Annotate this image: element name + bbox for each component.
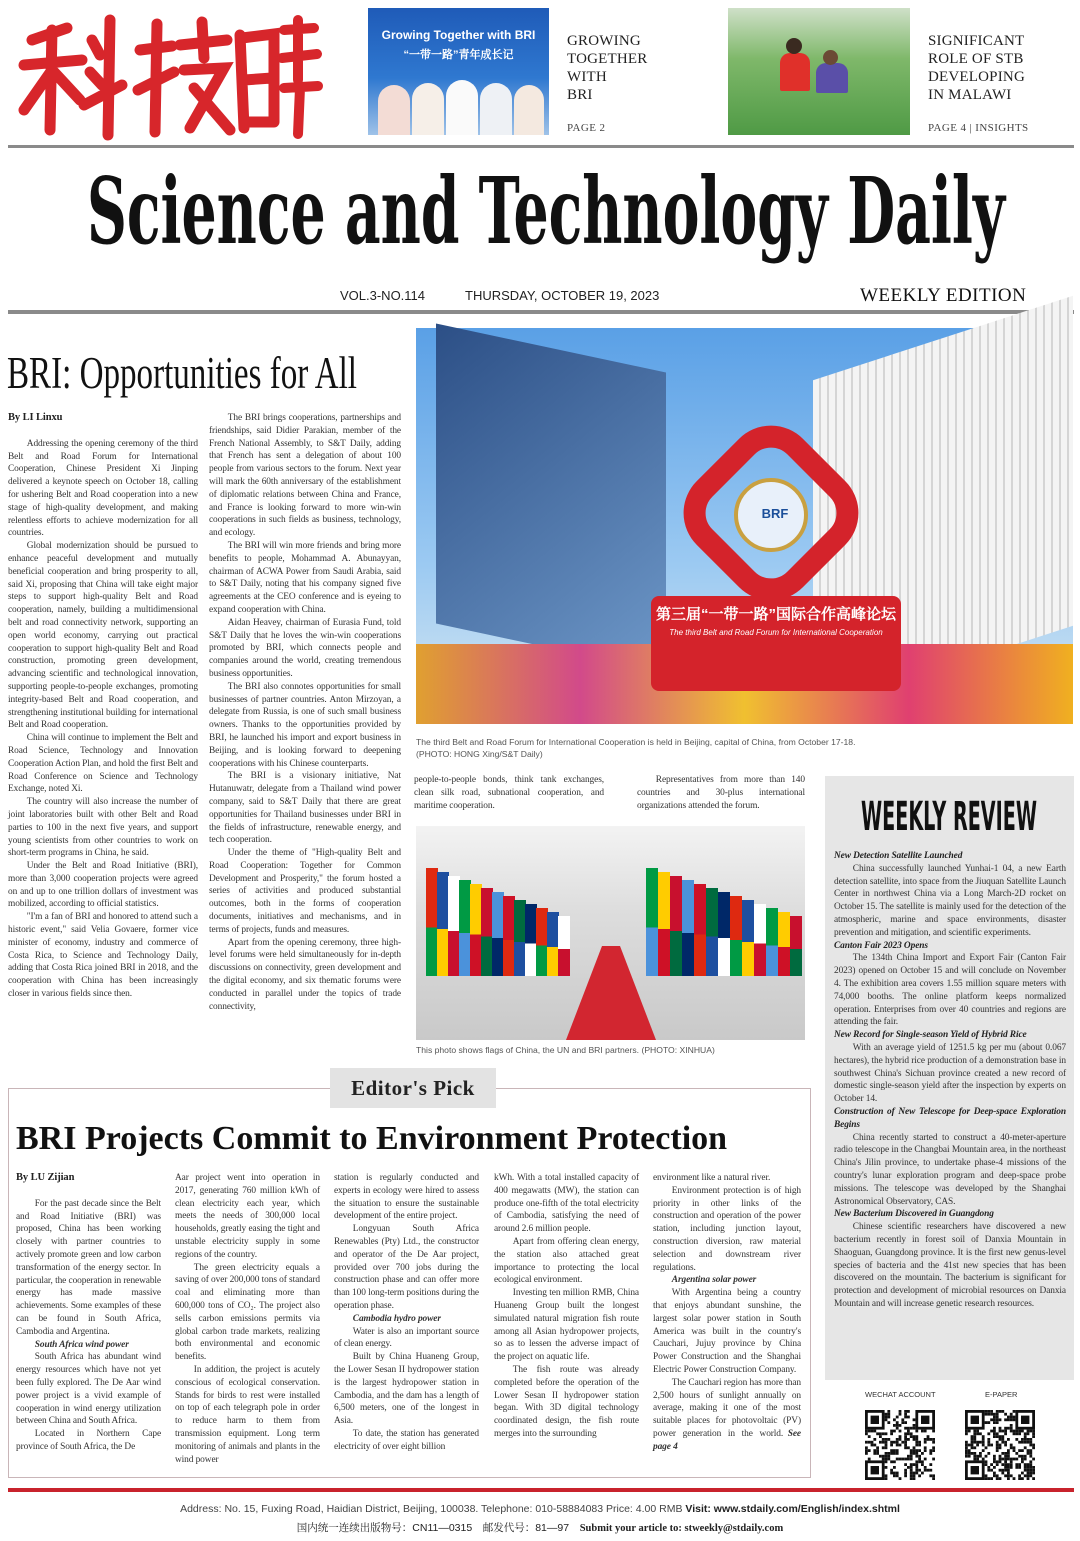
footer-visit[interactable]: Visit: www.stdaily.com/English/index.shtml	[685, 1503, 900, 1515]
ep-column-2	[175, 1172, 320, 1466]
masthead-title: Science and Technology Daily	[87, 157, 1007, 265]
footer-address-line	[0, 1503, 1080, 1515]
flag	[766, 908, 778, 976]
paragraph: Under the theme of "High-quality Belt and Road Cooperation: Together for Common Development and Prosperity," the forum hosted a series of activities and produced substantial outcomes, both in the forms of cooperation documents, initiatives and mechanisms, and in terms of projects, funds and measures.	[209, 848, 401, 935]
lead-column-1	[8, 412, 198, 1001]
flag	[694, 884, 706, 976]
teaser-page-ref: PAGE 4 | INSIGHTS	[928, 122, 1029, 134]
ep-column-1	[16, 1172, 161, 1454]
headline-line: GROWING	[567, 33, 641, 49]
review-item-text: The 134th China Import and Export Fair (Canton Fair 2023) opened on October 15 and will conclude on November 4. The exhibition area covers 1.55 million square meters with 74,000 booths. The online platform keeps normalized operation. Enterprises from over 40 countries and regions are attending the fair.	[834, 953, 1066, 1028]
lead-column-2	[209, 412, 401, 1013]
flag	[754, 904, 766, 976]
subheading: Cambodia hydro power	[352, 1313, 441, 1324]
paragraph: Under the Belt and Road Initiative (BRI), more than 3,000 cooperation projects were agreed on and up to one trillion dollars of investment was mobilized, according to official statistics.	[8, 861, 198, 910]
lead-column-4	[637, 774, 805, 812]
paragraph: kWh. With a total installed capacity of 400 megawatts (MW), the station can produce one-fifth of the total electricity of Cambodia, satisfying the need of around 2.6 million people.	[494, 1173, 639, 1235]
weekly-review-items	[834, 850, 1066, 1311]
editors-pick-headline: BRI Projects Commit to Environment Protection	[16, 1120, 728, 1157]
forum-photo-caption	[416, 736, 1076, 760]
paragraph: Longyuan South Africa Renewables (Pty) Ltd., the constructor and operator of the De Aar project, provided over 700 jobs during the construction phase and can offer more than 100 long-term positions during the operation phase.	[334, 1224, 479, 1311]
paragraph: Aar project went into operation in 2017, generating 760 million kWh of clean electricity each year, which meets the needs of 300,000 local households, greatly easing the tight and unstable electricity supply in some regions of the country.	[175, 1173, 320, 1260]
paragraph: The BRI brings cooperations, partnerships and friendships, said Didier Parakian, member of the French National Assembly, to S&T Daily, adding that French has sent a delegation of about 100 people from various sectors to the forum. Next year will mark the 60th anniversary of the establishment of diplomatic relations between China and France, and France is looking forward to more win-win cooperations in such fields as business, technology, and ecology.	[209, 413, 401, 539]
flag	[730, 896, 742, 976]
paragraph: Environment protection is of high priority in other links of the construction and operation of the power station, including junction layout, construction diversion, raw material selection and downstream river regulations.	[653, 1185, 801, 1273]
teaser-headline-growing-together[interactable]	[567, 32, 647, 104]
review-item-heading: Canton Fair 2023 Opens	[834, 940, 928, 951]
flags-photo	[416, 826, 805, 1040]
lead-column-3	[414, 774, 604, 812]
paragraph: The BRI will win more friends and bring more benefits to people, Mohammad A. Abunayyan, chairman of ACWA Power from Saudi Arabia, said to S&T Daily, noting that his company signed five agreements at the CEO conference and is eyeing to expand cooperation with China.	[209, 540, 401, 615]
photo-credit: (PHOTO: HONG Xing/S&T Daily)	[416, 749, 543, 759]
logo	[12, 10, 317, 138]
paragraph: For the past decade since the Belt and Road Initiative (BRI) was proposed, China has been working closely with partner countries to actively promote green and low carbon transformation of the energy sector. In particular, the cooperation in renewable energy has made massive achievements. Some examples of these can be found in South Africa, Cambodia and Argentina.	[16, 1198, 161, 1337]
paragraph: Water is also an important source of clean energy.	[334, 1326, 479, 1350]
forum-photo	[416, 328, 1073, 724]
footer-rule	[8, 1488, 1074, 1492]
wechat-label: WECHAT ACCOUNT	[865, 1390, 936, 1399]
review-item-text: China successfully launched Yunhai-1 04, a new Earth detection satellite, into space from the Jiuquan Satellite Launch Center in northwest China via a Long March-2D rocket on October 15. The satellite is mainly used for the detection of the atmospheric, marine and space environments, disaster prevention and mitigation, and scientific experiments.	[834, 863, 1066, 938]
brf-logo: BRF	[761, 506, 789, 521]
masthead-divider	[8, 310, 1074, 314]
forum-sign-en: The third Belt and Road Forum for International Cooperation	[669, 628, 883, 637]
headline-line: SIGNIFICANT	[928, 33, 1025, 49]
see-page-link[interactable]: See page 4	[653, 1428, 801, 1452]
review-item-heading: New Record for Single-season Yield of Hybrid Rice	[834, 1030, 1027, 1041]
review-item-heading: New Detection Satellite Launched	[834, 851, 963, 861]
paragraph: Apart from offering clean energy, the station also attached great importance to protecting the local ecological environment.	[494, 1236, 639, 1286]
footer-registration: 国内统一连续出版物号：CN11—0315 邮发代号：81—97	[296, 1522, 570, 1534]
review-item-text: Chinese scientific researchers have discovered a new bacterium recently in forest soil of Danxia Mountain in Shaoguan, Guangdong province. It is the first new genus-level species of bacteria and the 41st new species that has been discovered on the mountain. The bacterium is significant for protection and development of microbial resources on Danxia Mountain and will increase genetic research resources.	[834, 1222, 1066, 1309]
review-item-text: With an average yield of 1251.5 kg per mu (about 0.067 hectares), the hybrid rice production of a demonstration base in southwest China's Sichuan province created a new record of domestic single-season yield after the inspection by experts on October 14.	[834, 1042, 1066, 1105]
lead-headline	[6, 348, 361, 398]
teaser-page-ref: PAGE 2	[567, 122, 606, 134]
weekly-review-box	[825, 776, 1074, 1380]
flag	[670, 876, 682, 976]
paragraph: South Africa has abundant wind energy resources which have not yet been fully explored. The De Aar wind power project is a vivid example of cooperation in wind energy utilization between China and South Africa.	[16, 1352, 161, 1427]
flag	[778, 912, 790, 976]
review-item-heading: Construction of New Telescope for Deep-space Exploration Begins	[834, 1106, 1066, 1130]
headline-line: DEVELOPING	[928, 69, 1025, 85]
flag	[790, 916, 802, 976]
flag	[682, 880, 694, 976]
paragraph: China will continue to implement the Belt and Road Science, Technology and Innovation Cooperation Action Plan, and hold the first Belt and Road Conference on Science and Technology Exchange, noted Xi.	[8, 733, 198, 795]
byline: By LU Zijian	[16, 1172, 75, 1183]
headline-line: ROLE OF STB	[928, 51, 1024, 67]
subheading: Argentina solar power	[671, 1275, 757, 1286]
paragraph: people-to-people bonds, think tank exchanges, clean silk road, subnational cooperation, and maritime cooperation.	[414, 775, 604, 811]
wechat-qr-code[interactable]	[865, 1410, 935, 1480]
headline-line: TOGETHER	[567, 51, 648, 67]
paragraph: The country will also increase the number of joint laboratories built with other Belt and Road parties to 100 in the next five years, and support young scientists from other countries to work on short-term programs in China, he said.	[8, 797, 198, 859]
headline-line: BRI	[567, 87, 593, 103]
paragraph: The green electricity equals a saving of over 200,000 tons of standard coal and eliminating more than 600,000 tons of CO₂. The project also sells carbon emissions permits via global carbon trade markets, realizing both environmental and economic benefits.	[175, 1262, 320, 1363]
teaser-image-title: Growing Together with BRI	[381, 28, 536, 42]
flags-photo-caption: This photo shows flags of China, the UN and BRI partners. (PHOTO: XINHUA)	[416, 1045, 715, 1055]
paragraph: The fish route was already completed before the operation of the Lower Sesan II hydropower station began. With 3D digital technology coordinated design, the fish route merges into the surrounding	[494, 1364, 639, 1439]
forum-sign-cn: 第三届“一带一路”国际合作高峰论坛	[656, 606, 897, 623]
paragraph: In addition, the project is acutely conscious of ecological conservation. Stands for birds to rest were installed on top of each telegraph pole in order to reduce harm to them from transmission equipment. Long term monitoring of animals and plants in the wind power	[175, 1364, 320, 1465]
issue-volume: VOL.3-NO.114	[340, 288, 426, 303]
flag	[658, 872, 670, 976]
footer-registration-line	[0, 1520, 1080, 1535]
paragraph: The BRI is a visionary initiative, Nat Hutanuwatr, delegate from a Thailand wind power company, said to S&T Daily that there are great opportunities for Thailand businesses under BRI in the fields of infrastructure, renewable energy, and tech cooperation.	[209, 771, 401, 846]
paragraph: The BRI also connotes opportunities for small businesses of partner countries. Anton Mirzoyan, a delegate from Russia, is one of such small business owners. Thanks to the opportunities provided by BRI, he launched his import and export business in Beijing, and is looking forward to deepening cooperations with his Chinese counterparts.	[209, 681, 401, 769]
paragraph: Addressing the opening ceremony of the third Belt and Road Forum for International Cooperation, Chinese President Xi Jinping delivered a keynote speech on October 18, calling for ushering Belt and Road cooperation into a new stage of high-quality development, and making relentless efforts to achieve modernization for all countries.	[8, 438, 198, 539]
paragraph: environment like a natural river.	[653, 1173, 771, 1183]
review-item-heading: New Bacterium Discovered in Guangdong	[834, 1209, 994, 1220]
paragraph: station is regularly conducted and experts in ecology were hired to assess the situation to ensure the sustainable development of the entire project.	[334, 1173, 479, 1222]
review-item-text: China recently started to construct a 40-meter-aperture radio telescope in the Changbai Mountain area, in the northeast China's Jilin province, to undertake phase-4 missions of the country's lunar exploration program and deep-space probe missions. The telescope was developed by the Shanghai Astronomical Observatory, CAS.	[834, 1132, 1066, 1207]
weekly-review-title	[860, 790, 1040, 840]
paragraph: Representatives from more than 140 countries and 30-plus international organizations attended the forum.	[637, 775, 805, 811]
flag	[558, 916, 570, 976]
epaper-qr-code[interactable]	[965, 1410, 1035, 1480]
editors-pick-tab: Editor's Pick	[330, 1068, 496, 1108]
subheading: South Africa wind power	[34, 1339, 129, 1350]
issue-edition: WEEKLY EDITION	[860, 285, 1027, 306]
ep-column-4	[494, 1172, 639, 1441]
paragraph: Apart from the opening ceremony, three high-level forums were held simultaneously for in-depth discussions on connectivity, green development and the digital economy, and six thematic forums were conducted in parallel under the topics of trade connectivity,	[209, 937, 401, 1012]
issue-date: THURSDAY, OCTOBER 19, 2023	[465, 288, 660, 303]
flag	[646, 868, 658, 976]
headline-line: WITH	[567, 69, 607, 85]
teaser-image-malawi[interactable]	[728, 8, 910, 135]
masthead	[85, 155, 1010, 265]
paragraph: The Cauchari region has more than 2,500 hours of sunlight annually on average, making it one of the most suitable places for photovoltaic (PV) power generation in the world. See page 4	[653, 1377, 801, 1452]
teaser-headline-malawi[interactable]	[928, 32, 1025, 104]
teaser-image-subtitle: “一带一路”青年成长记	[403, 49, 514, 61]
paragraph: Built by China Huaneng Group, the Lower Sesan II hydropower station is the largest hydropower station in Cambodia, and the dam has a length of 6,500 meters, one of the longest in Asia.	[334, 1352, 479, 1427]
ep-column-5	[653, 1172, 801, 1454]
epaper-label: E-PAPER	[985, 1390, 1018, 1399]
paragraph: Global modernization should be pursued to enhance peaceful development and mutually beneficial cooperation and bring prosperity to all, said Xi, proposing that China will take eight major steps to support high-quality Belt and Road cooperation, namely, building a multidimensional belt and road connectivity network, supporting an open world economy, carrying out practical cooperation to support high-quality Belt and Road construction, promoting green development, advancing scientific and technological innovation, supporting people-to-people exchanges, promoting integrity-based Belt and Road cooperation, and strengthening institutional building for international Belt and Road cooperation.	[8, 541, 198, 731]
paragraph: Located in Northern Cape province of South Africa, the De	[16, 1429, 161, 1452]
paragraph: "I'm a fan of BRI and honored to attend such a historic event," said Velia Govaere, former vice minister of economy, industry and commerce of Costa Rica, to Science and Technology Daily, adding that Costa Rica joined BRI in 2018, and the cooperation with China has been increasingly closer in various fields since then.	[8, 912, 198, 1000]
svg-text:BRI: Opportunities for All: BRI: Opportunities for All	[7, 348, 357, 398]
headline-line: IN MALAWI	[928, 87, 1012, 103]
paragraph: Investing ten million RMB, China Huaneng Group built the longest simulated natural migration fish route among all Asian hydropower projects, so as to lessen the adverse impact of the project on aquatic life.	[494, 1288, 639, 1363]
header-divider	[8, 145, 1074, 148]
ep-column-3	[334, 1172, 479, 1454]
teaser-image-growing-together[interactable]	[368, 8, 549, 135]
caption-text: The third Belt and Road Forum for International Cooperation is held in Beijing, capital of China, from October 17-18.	[416, 737, 856, 747]
svg-text:WEEKLY REVIEW: WEEKLY REVIEW	[861, 794, 1037, 840]
footer-address: Address: No. 15, Fuxing Road, Haidian District, Beijing, 100038. Telephone: 010-58884083 Price: 4.00 RMB	[180, 1503, 683, 1515]
paragraph: Aidan Heavey, chairman of Eurasia Fund, told S&T Daily that he loves the win-win cooperations promoted by BRI, which connects people and companies around the world, creating tremendous business opportunities.	[209, 617, 401, 679]
flag	[742, 900, 754, 976]
byline: By LI Linxu	[8, 412, 63, 423]
paragraph: With Argentina being a country that enjoys abundant sunshine, the largest solar power station in South America was built in the country's Cauchari, Jujuy province by China Power Construction and the Shanghai Electric Power Construction Company.	[653, 1288, 801, 1375]
footer-submit[interactable]: Submit your article to: stweekly@stdaily.com	[579, 1523, 784, 1534]
paragraph: To date, the station has generated electricity of over eight billion	[334, 1428, 479, 1452]
flag	[718, 892, 730, 976]
flag	[706, 888, 718, 976]
